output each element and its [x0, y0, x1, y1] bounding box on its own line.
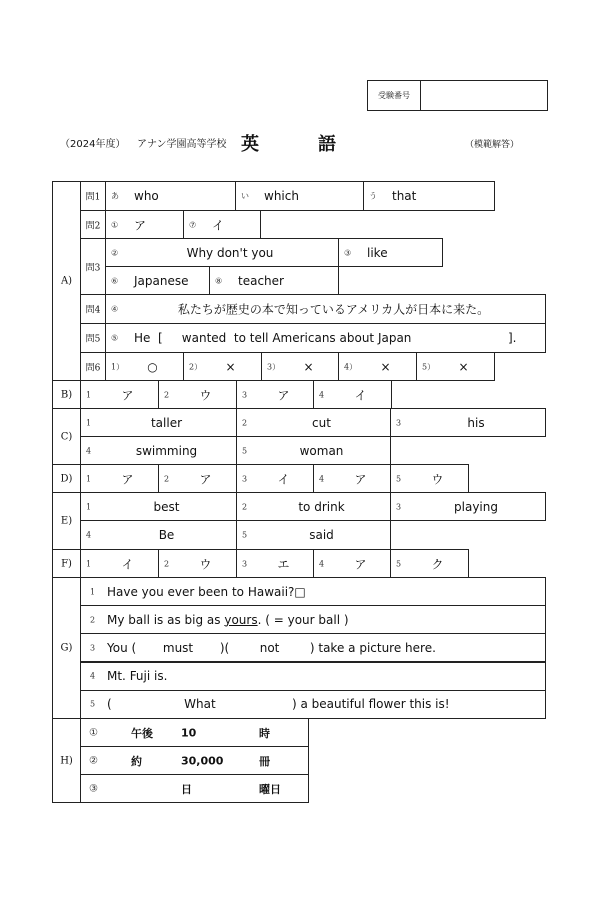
answer-cell — [105, 266, 210, 295]
answer-text: ア — [354, 472, 367, 486]
a-q2-label — [80, 210, 106, 239]
answer-text: × — [380, 359, 391, 374]
a-q2-label-text: 問2 — [85, 221, 101, 231]
item-number: 1 — [90, 587, 96, 596]
answer-cell — [313, 549, 392, 578]
subject-char-1: 英 — [241, 134, 259, 155]
answer-text: swimming — [135, 444, 198, 458]
answer-cell — [236, 436, 391, 466]
answer-cell — [158, 464, 237, 493]
answer-row — [80, 746, 309, 775]
item-number: 5 — [242, 530, 248, 540]
item-number: ⑦ — [189, 220, 197, 229]
item-number: 4 — [319, 390, 325, 399]
answer-row — [80, 718, 309, 747]
answer-cell — [236, 408, 391, 437]
section-g-label-text: G) — [60, 642, 73, 654]
item-number: 1 — [86, 390, 92, 399]
item-number: 5 — [396, 474, 402, 483]
item-number: う — [369, 191, 377, 201]
item-number: ① — [89, 727, 98, 738]
item-number: ⑤ — [111, 333, 119, 343]
answer-row — [80, 662, 546, 691]
item-number: 1 — [86, 418, 92, 427]
answer-text: エ — [277, 557, 290, 571]
answer-part: 10 — [181, 726, 197, 739]
section-h-label-text: H) — [60, 755, 73, 766]
answer-cell — [236, 380, 315, 409]
answer-cell — [105, 181, 236, 211]
answer-text: × — [225, 359, 236, 374]
answer-row — [80, 633, 546, 662]
answer-cell — [338, 238, 443, 267]
a-q4-label — [80, 294, 106, 324]
section-e-label-text: E) — [60, 515, 73, 527]
answer-text: cut — [312, 415, 331, 430]
answer-cell — [390, 408, 546, 437]
item-number: 4 — [86, 530, 92, 540]
answer-cell — [80, 408, 237, 437]
answer-text: that — [392, 189, 417, 203]
answer-cell — [236, 549, 315, 578]
answer-cell — [236, 520, 391, 550]
answer-text: ア — [121, 472, 134, 486]
item-number: ④ — [111, 304, 119, 314]
answer-text: × — [303, 359, 314, 374]
answer-text: イ — [121, 557, 134, 571]
a-q5-label-text: 問5 — [85, 334, 101, 345]
answer-text: You ( must )( not ) take a picture here. — [107, 640, 436, 655]
exam-number-field[interactable] — [421, 81, 547, 110]
item-number: 3 — [242, 559, 248, 568]
a-q1-label — [80, 181, 106, 211]
answer-row — [80, 690, 546, 719]
a-q3-label-text: 問3 — [85, 263, 101, 273]
section-h-label — [52, 718, 81, 803]
answer-text: best — [153, 499, 180, 514]
item-number: 5 — [90, 699, 96, 709]
answer-text: taller — [150, 415, 183, 430]
answer-text: ア — [354, 557, 367, 571]
answer-cell — [105, 238, 339, 267]
section-a-label — [52, 181, 81, 381]
answer-text: He [ wanted to tell Americans about Japan — [134, 331, 412, 345]
item-number: 4 — [319, 559, 325, 568]
answer-cell — [80, 436, 237, 466]
answer-text: playing — [454, 499, 498, 514]
answer-cell — [390, 549, 469, 578]
item-number: 5 — [396, 559, 402, 568]
answer-text: イ — [354, 388, 367, 402]
answer-part: 曜日 — [259, 782, 281, 796]
answer-text: イ — [212, 218, 225, 232]
item-number: 2） — [189, 362, 203, 371]
item-number: あ — [111, 191, 119, 201]
answer-cell — [236, 464, 315, 493]
exam-year: （2024年度） — [60, 139, 126, 150]
answer-cell — [209, 266, 339, 295]
answer-cell — [105, 210, 184, 239]
answer-suffix: . ( = your ball ) — [257, 612, 349, 627]
section-d-label — [52, 464, 81, 493]
answer-text: ウ — [199, 388, 212, 402]
item-number: 4） — [344, 362, 358, 371]
a-q6-label-text: 問6 — [85, 363, 101, 373]
item-number: 3） — [267, 362, 281, 371]
item-number: 4 — [90, 671, 96, 681]
answer-cell — [313, 380, 392, 409]
section-c-label — [52, 408, 81, 466]
answer-cell — [338, 352, 417, 381]
answer-cell — [80, 492, 237, 521]
item-number: 2 — [90, 615, 96, 625]
answer-text: イ — [277, 472, 290, 486]
item-number: 1 — [86, 502, 92, 511]
answer-text: ( What ) a beautiful flower this is! — [107, 697, 450, 712]
answer-text: like — [367, 245, 388, 260]
answer-part: 日 — [181, 782, 192, 796]
item-number: ⑧ — [215, 276, 223, 285]
answer-text: Why don't you — [186, 245, 274, 260]
answer-text: woman — [299, 444, 344, 458]
item-number: 3 — [90, 643, 96, 653]
answer-cell — [183, 352, 262, 381]
answer-part: 冊 — [259, 754, 270, 768]
answer-cell — [390, 492, 546, 521]
answer-cell — [390, 464, 469, 493]
closing-bracket: ]. — [508, 331, 517, 345]
answer-text: ア — [199, 472, 212, 486]
item-number: 1） — [111, 362, 125, 371]
section-d-label-text: D) — [60, 473, 73, 484]
item-number: ② — [89, 755, 98, 766]
answer-row — [80, 577, 546, 606]
item-number: 2 — [242, 418, 248, 427]
answer-text: ウ — [431, 472, 444, 486]
answer-text: Japanese — [134, 273, 189, 288]
answer-text: ク — [431, 557, 444, 571]
answer-part: 約 — [131, 754, 142, 768]
answer-text: his — [467, 415, 485, 430]
answer-cell — [80, 549, 159, 578]
school-name: アナン学園高等学校 — [137, 139, 227, 150]
section-g-label — [52, 577, 81, 719]
answer-row — [80, 774, 309, 803]
answer-cell — [80, 464, 159, 493]
a-q6-label — [80, 352, 106, 381]
answer-cell — [105, 294, 546, 324]
section-b-label-text: B) — [60, 389, 73, 400]
item-number: 1 — [86, 474, 92, 483]
answer-text: ア — [134, 218, 147, 232]
answer-text: to drink — [298, 499, 345, 514]
item-number: 5 — [242, 446, 248, 456]
item-number: 4 — [319, 474, 325, 483]
answer-part: 午後 — [131, 726, 153, 740]
item-number: 2 — [164, 390, 170, 399]
item-number: ① — [111, 220, 119, 229]
answer-cell — [158, 380, 237, 409]
answer-cell — [158, 549, 237, 578]
exam-number-box — [367, 80, 548, 111]
item-number: 4 — [86, 446, 92, 456]
underlined-answer: yours — [224, 612, 258, 627]
answer-text: ア — [277, 388, 290, 402]
answer-text: which — [264, 189, 299, 203]
answer-key-label: （模範解答） — [465, 140, 520, 150]
answer-text: said — [309, 528, 334, 542]
item-number: 5） — [422, 362, 436, 371]
item-number: 2 — [242, 502, 248, 511]
answer-row — [80, 605, 546, 634]
item-number: 2 — [164, 474, 170, 483]
answer-cell — [236, 492, 391, 521]
section-e-label — [52, 492, 81, 550]
answer-text: Have you ever been to Hawaii?□ — [107, 584, 306, 599]
section-c-label-text: C) — [60, 431, 73, 443]
answer-cell — [363, 181, 495, 211]
item-number: ③ — [89, 783, 98, 794]
answer-part: 30,000 — [181, 754, 224, 767]
answer-cell — [80, 520, 237, 550]
item-number: い — [241, 191, 249, 201]
answer-text — [107, 613, 349, 627]
answer-cell — [105, 352, 184, 381]
answer-text: 私たちが歴史の本で知っているアメリカ人が日本に来た。 — [177, 302, 490, 317]
answer-cell — [313, 464, 392, 493]
section-f-label — [52, 549, 81, 578]
a-q1-label-text: 問1 — [85, 192, 101, 203]
item-number: ③ — [344, 248, 352, 257]
answer-text: who — [134, 189, 159, 203]
subject-char-2: 語 — [318, 134, 336, 155]
answer-text: teacher — [238, 273, 284, 288]
answer-cell — [183, 210, 261, 239]
item-number: 3 — [242, 474, 248, 483]
item-number: ⑥ — [111, 276, 119, 285]
answer-part: 時 — [259, 726, 270, 740]
answer-cell — [105, 323, 546, 353]
answer-text: Mt. Fuji is. — [107, 669, 168, 684]
section-a-label-text: A) — [60, 275, 73, 287]
answer-text: ア — [121, 388, 134, 402]
item-number: 1 — [86, 559, 92, 568]
item-number: 3 — [396, 418, 402, 427]
section-b-label — [52, 380, 81, 409]
item-number: 2 — [164, 559, 170, 568]
answer-text: ウ — [199, 557, 212, 571]
item-number: 3 — [242, 390, 248, 399]
a-q3-label — [80, 238, 106, 295]
answer-prefix: My ball is as big as — [107, 612, 225, 627]
a-q4-label-text: 問4 — [85, 305, 101, 316]
answer-text: × — [458, 359, 469, 374]
answer-cell — [80, 380, 159, 409]
answer-cell — [235, 181, 364, 211]
answer-cell — [261, 352, 340, 381]
answer-cell — [416, 352, 495, 381]
answer-text: ○ — [147, 359, 158, 374]
item-number: ② — [111, 248, 119, 257]
a-q5-label — [80, 323, 106, 353]
exam-number-label: 受験番号 — [368, 81, 421, 110]
item-number: 3 — [396, 502, 402, 511]
section-f-label-text: F) — [61, 558, 72, 569]
answer-text: Be — [158, 528, 175, 542]
